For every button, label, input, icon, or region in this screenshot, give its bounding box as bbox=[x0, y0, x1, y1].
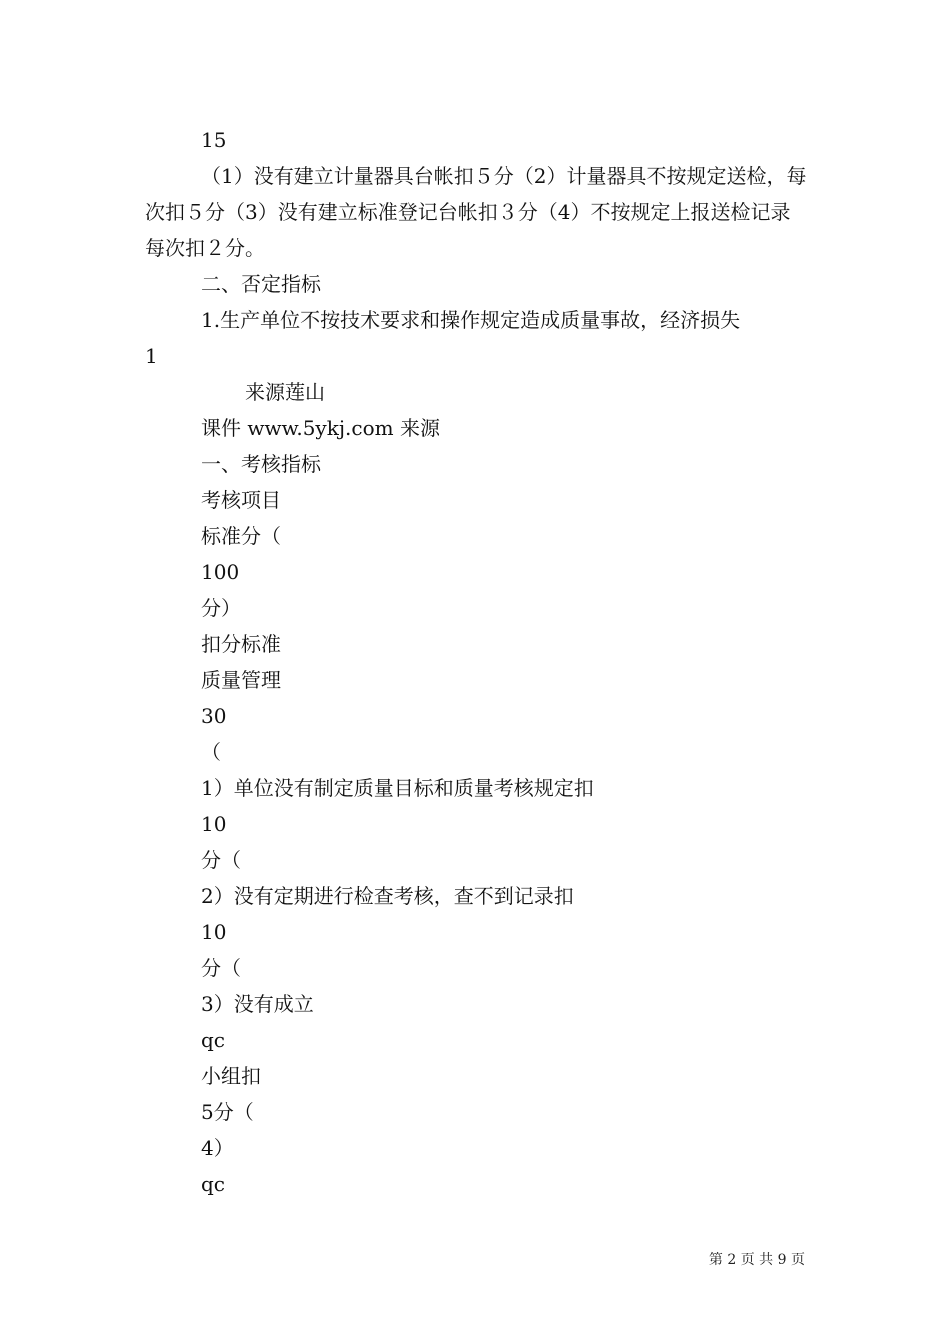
list-item: 100 bbox=[201, 560, 240, 584]
list-item: 分（ bbox=[201, 956, 241, 980]
list-item: 1）单位没有制定质量目标和质量考核规定扣 bbox=[201, 776, 594, 800]
list-item: 30 bbox=[201, 704, 227, 728]
list-item: 5分（ bbox=[201, 1100, 254, 1124]
list-item: 3）没有成立 bbox=[201, 992, 314, 1016]
assessment-lines bbox=[145, 446, 810, 1202]
deduction-paragraph: （1）没有建立计量器具台帐扣５分（2）计量器具不按规定送检，每次扣５分（3）没有建立标准登记台帐扣３分（4）不按规定上报送检记录每次扣２分。 bbox=[145, 164, 807, 260]
list-item: qc bbox=[201, 1172, 226, 1196]
list-item: 标准分（ bbox=[201, 524, 281, 548]
source-line-1: 来源莲山 bbox=[245, 380, 325, 404]
list-item: 分（ bbox=[201, 848, 241, 872]
list-item: （ bbox=[201, 740, 221, 764]
list-item: 4） bbox=[201, 1136, 234, 1160]
list-item: 2）没有定期进行检查考核，查不到记录扣 bbox=[201, 884, 574, 908]
negative-indicator-paragraph: 1.生产单位不按技术要求和操作规定造成质量事故，经济损失 bbox=[201, 308, 741, 332]
list-item: 分） bbox=[201, 596, 241, 620]
negative-indicators-heading: 二、否定指标 bbox=[201, 272, 321, 296]
list-item: 小组扣 bbox=[201, 1064, 261, 1088]
list-item: 10 bbox=[201, 812, 227, 836]
list-item: 考核项目 bbox=[201, 488, 281, 512]
list-item: 10 bbox=[201, 920, 227, 944]
document-body bbox=[145, 122, 810, 1202]
top-number: 15 bbox=[201, 128, 227, 152]
list-item: 一、考核指标 bbox=[201, 452, 321, 476]
source-line-2: 课件 www.5ykj.com 来源 bbox=[201, 416, 440, 440]
page-number-footer: 第 2 页 共 9 页 bbox=[708, 1252, 805, 1268]
list-item: 扣分标准 bbox=[201, 632, 281, 656]
negative-indicator-tail: 1 bbox=[145, 344, 158, 368]
list-item: qc bbox=[201, 1028, 226, 1052]
list-item: 质量管理 bbox=[201, 668, 281, 692]
